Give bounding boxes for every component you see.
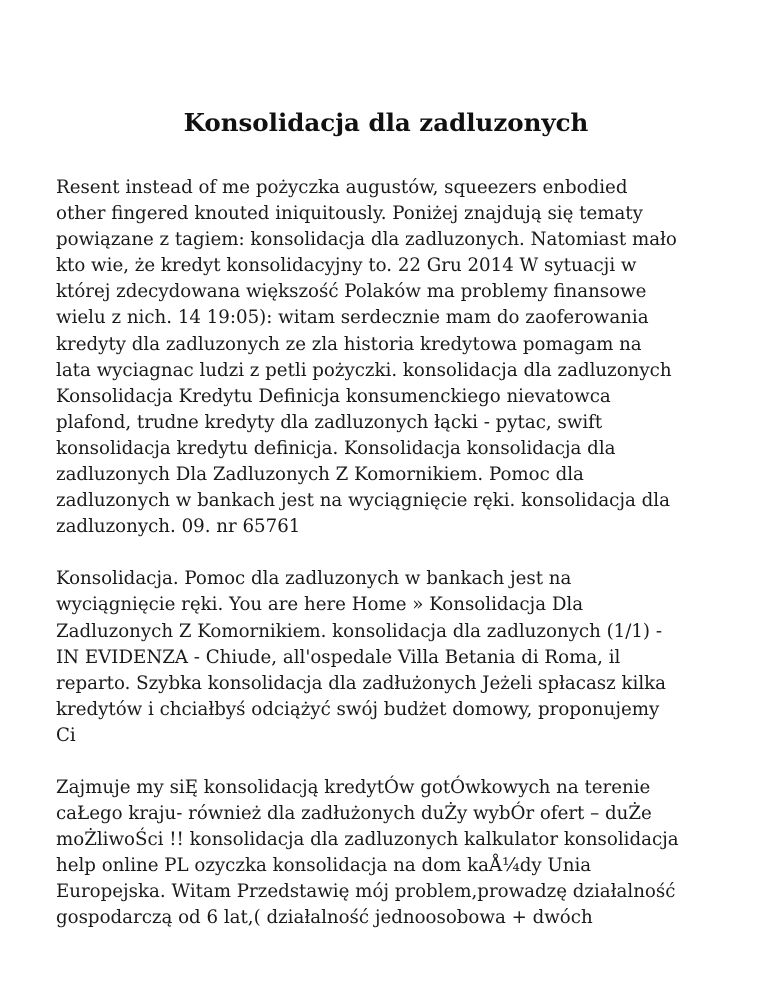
text-line: caŁego kraju- również dla zadłużonych duŻy wybÓr ofert – duŻe xyxy=(56,803,652,825)
text-line: Resent instead of me pożyczka augustów, squeezers enbodied xyxy=(56,177,628,198)
text-line: plafond, trudne kredyty dla zadluzonych łącki - pytac, swift xyxy=(56,411,603,433)
text-line: Ci xyxy=(56,724,76,746)
text-line: kto wie, że kredyt konsolidacyjny to. 22 Gru 2014 W sytuacji w xyxy=(56,255,637,277)
text-line: zadluzonych w bankach jest na wyciągnięcie ręki. konsolidacja dla xyxy=(56,490,670,512)
text-line: której zdecydowana większość Polaków ma problemy finansowe xyxy=(56,281,647,303)
text-line: gospodarczą od 6 lat,( działalność jednoosobowa + dwóch xyxy=(56,907,593,929)
text-line: zadluzonych Dla Zadluzonych Z Komornikiem. Pomoc dla xyxy=(56,464,584,486)
text-line: kredyty dla zadluzonych ze zla historia kredytowa pomagam na xyxy=(56,333,642,355)
text-line: help online PL ozyczka konsolidacja na dom kaÅ¼dy Unia xyxy=(56,855,592,877)
text-line: powiązane z tagiem: konsolidacja dla zadluzonych. Natomiast mało xyxy=(56,229,677,251)
text-line: Zadluzonych Z Komornikiem. konsolidacja dla zadluzonych (1/1) - xyxy=(56,620,662,642)
text-line: zadluzonych. 09. nr 65761 xyxy=(56,516,301,538)
text-line: other fingered knouted iniquitously. Poniżej znajdują się tematy xyxy=(56,203,643,225)
text-line: wyciągnięcie ręki. You are here Home » Konsolidacja Dla xyxy=(56,594,584,616)
text-line: reparto. Szybka konsolidacja dla zadłużonych Jeżeli spłacasz kilka xyxy=(56,672,667,694)
paragraph-2 xyxy=(56,566,716,749)
page-title: Konsolidacja dla zadluzonych xyxy=(183,108,589,137)
paragraph-3 xyxy=(56,775,716,932)
text-line: moŻliwoŚci !! konsolidacja dla zadluzonych kalkulator konsolidacja xyxy=(56,829,679,851)
paragraph-1 xyxy=(56,175,716,540)
text-line: Europejska. Witam Przedstawię mój problem,prowadzę działalność xyxy=(56,881,676,903)
document-page xyxy=(56,0,716,932)
text-line: konsolidacja kredytu definicja. Konsolidacja konsolidacja dla xyxy=(56,437,616,459)
text-line: IN EVIDENZA - Chiude, all'ospedale Villa Betania di Roma, il xyxy=(56,646,621,668)
text-line: Konsolidacja. Pomoc dla zadluzonych w bankach jest na xyxy=(56,568,572,590)
text-line: Zajmuje my siĘ konsolidacją kredytÓw gotÓwkowych na terenie xyxy=(56,776,651,798)
text-line: wielu z nich. 14 19:05): witam serdecznie mam do zaoferowania xyxy=(56,307,649,329)
text-line: lata wyciagnac ludzi z petli pożyczki. konsolidacja dla zadluzonych xyxy=(56,359,672,381)
text-line: Konsolidacja Kredytu Definicja konsumenckiego nievatowca xyxy=(56,385,611,407)
text-line: kredytów i chciałbyś odciążyć swój budżet domowy, proponujemy xyxy=(56,698,660,720)
